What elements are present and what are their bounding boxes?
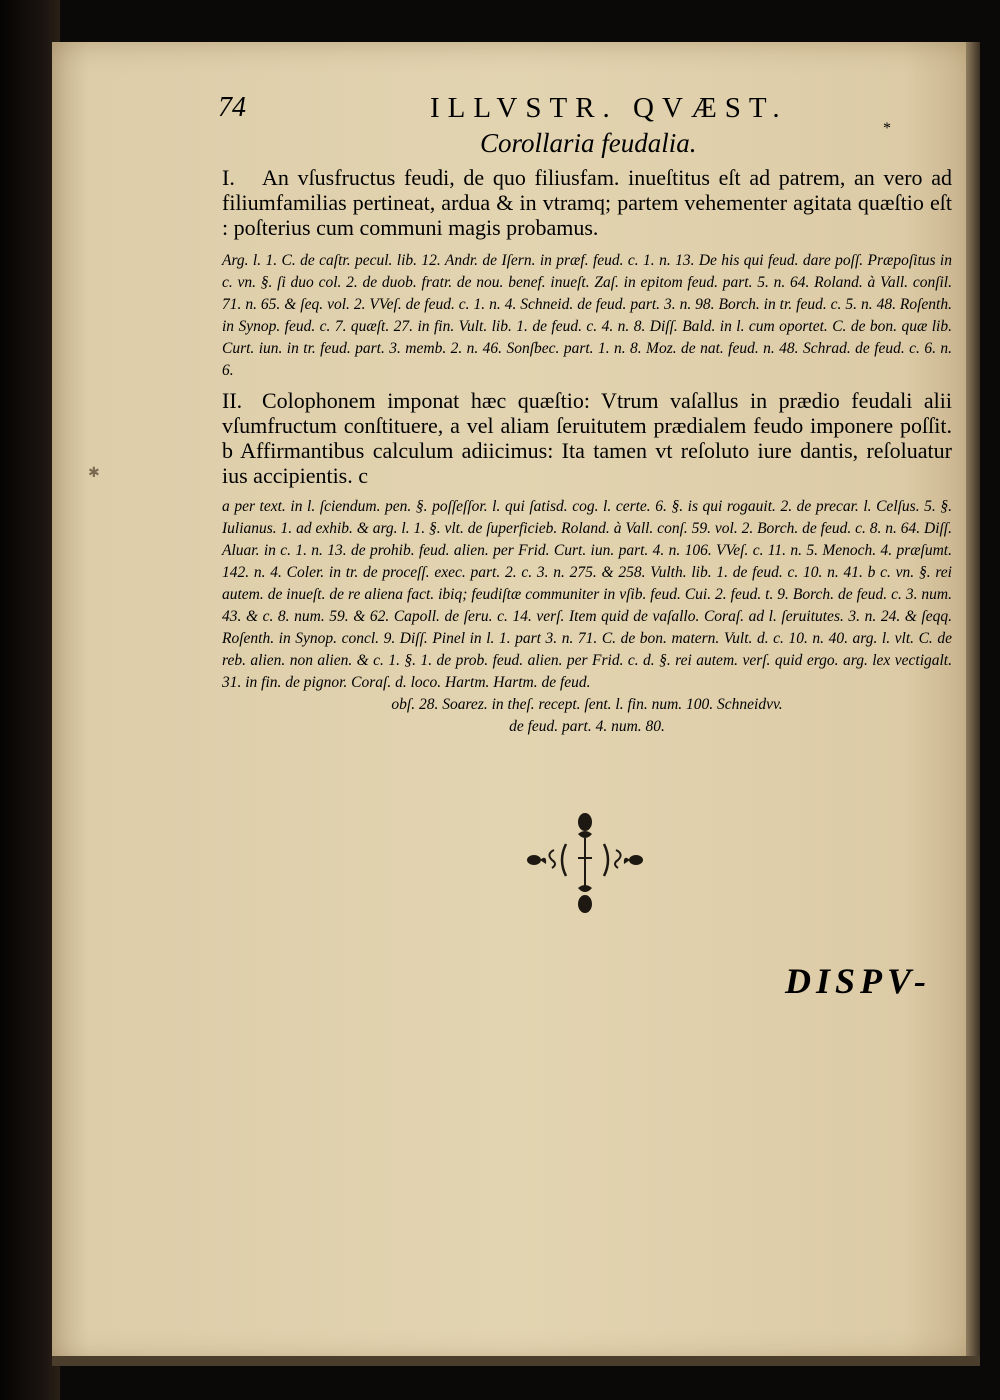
question-1-text: An vſusfructus feudi, de quo filiusfam. inueſtitus eſt ad patrem, an vero ad filiumfamilias pertineat, ardua & in vtramq; partem vehementer agitata quæſtio eſt : poſterius cum communi magis probamus. xyxy=(222,165,952,240)
question-2-notes-tail-1: obſ. 28. Soarez. in theſ. recept. ſent. l. fin. num. 100. Schneidvv. xyxy=(391,696,783,713)
page-bottom-edge xyxy=(52,1356,980,1366)
asterisk-mark: * xyxy=(883,120,891,137)
question-2-text: Colophonem imponat hæc quæſtio: Vtrum vaſallus in prædio feudali alii vſumfructum conſtituere, a vel aliam ſeruitutem prædialem feudo imponere poſſit. b Affirmantibus calculum adiicimus: Ita tamen vt reſoluto iure dantis, reſoluatur ius accipientis. c xyxy=(222,388,952,488)
catchword: DISPV- xyxy=(785,961,932,1001)
fleuron-cross-ornament xyxy=(520,808,650,918)
question-2-notes xyxy=(222,496,952,738)
page-header xyxy=(218,92,818,132)
paper-flaw-mark: ✱ xyxy=(88,466,100,481)
question-2-numeral: II. xyxy=(222,388,243,413)
question-2-notes-tail-2: de feud. part. 4. num. 80. xyxy=(509,718,665,735)
question-1-notes: Arg. l. 1. C. de caſtr. pecul. lib. 12. Andr. de Iſern. in præf. feud. c. 1. n. 13. De his qui feud. dare poſſ. Præpoſitus in c. vn. §. ſi duo col. 2. de duob. fratr. de nou. benef. inueſt. Zaſ. in epitom feud. part. 5. n. 64. Roland. à Vall. conſil. 71. n. 65. & ſeq. vol. 2. VVeſ. de feud. c. 1. n. 4. Schneid. de feud. part. 3. n. 98. Borch. in tr. feud. c. 5. n. 48. Roſenth. in Synop. feud. c. 7. quæſt. 27. in fin. Vult. lib. 1. de feud. c. 4. n. 8. Diſſ. Bald. in l. cum oportet. C. de bon. quæ lib. Curt. iun. in tr. feud. part. 3. memb. 2. n. 46. Sonſbec. part. 1. n. 8. Moz. de nat. feud. n. 48. Schrad. de feud. c. 6. n. 6. xyxy=(222,252,952,379)
page-right-edge xyxy=(966,42,980,1362)
page-number: 74 xyxy=(218,92,246,123)
question-1-numeral: I. xyxy=(222,165,235,190)
question-2 xyxy=(222,388,952,488)
question-1 xyxy=(222,165,952,240)
book-spine-shadow xyxy=(0,0,60,1400)
question-2-notes-body: a per text. in l. ſciendum. pen. §. poſſeſſor. l. qui ſatisd. cog. l. certe. 6. §. is qui rogauit. 2. de precar. l. Celſus. 5. §. Iulianus. 1. ad exhib. & arg. l. 1. §. vlt. de ſuperficieb. Roland. à Vall. conſ. 59. vol. 2. Borch. de feud. c. 8. n. 64. Diſſ. Aluar. in c. 1. n. 13. de prohib. feud. alien. per Frid. Curt. iun. part. 4. n. 106. VVeſ. c. 11. n. 5. Menoch. 4. præſumt. 142. n. 4. Coler. in tr. de proceſſ. exec. part. 2. c. 3. n. 275. & 258. Vulth. lib. 1. de feud. c. 10. n. 41. b c. vn. §. rei autem. de inueſt. de re aliena fact. ibiq; feudiſtæ communiter in vſib. feud. Cui. 2. feud. t. 9. Borch. de feud. c. 3. num. 43. & c. 8. num. 59. & 62. Capoll. de ſeru. c. 14. verſ. Item quid de vaſallo. Coraſ. ad l. ſeruitutes. 3. n. 24. & ſeqq. Roſenth. in Synop. concl. 9. Diſſ. Pinel in l. 1. part 3. n. 71. C. de bon. matern. Vult. d. c. 10. n. 40. arg. l. vlt. C. de reb. alien. non alien. & c. 1. §. 1. de prob. feud. alien. per Frid. c. d. §. rei autem. verſ. quid ergo. arg. lex vectigalt. 31. in fin. de pignor. Coraſ. d. loco. Hartm. Hartm. de feud. xyxy=(222,498,952,691)
running-head: ILLVSTR. QVÆST. xyxy=(430,92,788,124)
section-title: Corollaria feudalia. xyxy=(480,128,697,158)
